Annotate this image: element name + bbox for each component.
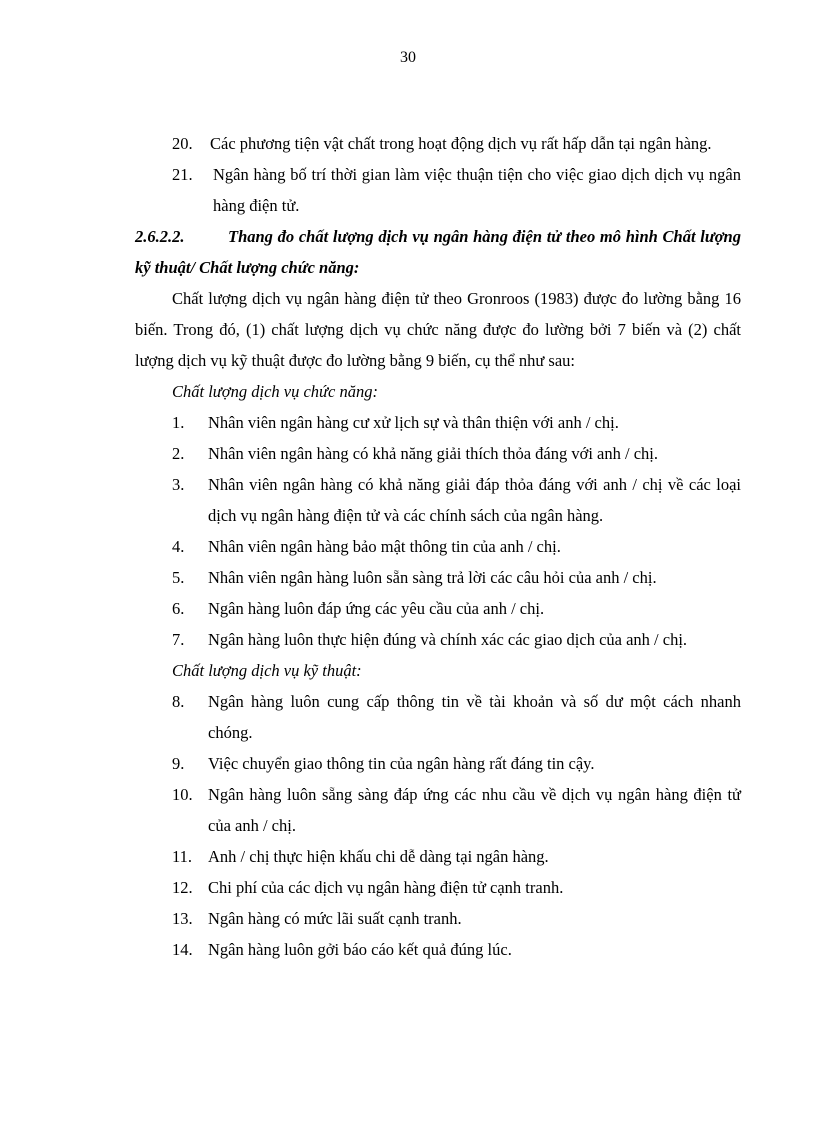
- item-number: 11.: [172, 847, 193, 866]
- item-number: 20.: [172, 134, 193, 153]
- list-item: [135, 159, 741, 221]
- item-number: 1.: [172, 413, 185, 432]
- item-text: Ngân hàng luôn thực hiện đúng và chính xác các giao dịch của anh / chị.: [208, 630, 688, 649]
- item-text: Ngân hàng luôn đáp ứng các yêu cầu của anh / chị.: [208, 599, 545, 618]
- document-body: [135, 128, 741, 965]
- list-item: [135, 872, 741, 903]
- item-text: Việc chuyển giao thông tin của ngân hàng rất đáng tin cậy.: [208, 754, 595, 773]
- item-number: 14.: [172, 940, 193, 959]
- item-text: Nhân viên ngân hàng luôn sẵn sàng trả lời các câu hỏi của anh / chị.: [208, 568, 657, 587]
- list-item: [135, 903, 741, 934]
- item-text: Anh / chị thực hiện khấu chi dễ dàng tại ngân hàng.: [208, 847, 549, 866]
- list-item: [135, 748, 741, 779]
- section-heading: [135, 221, 741, 283]
- item-text: Ngân hàng luôn cung cấp thông tin về tài khoản và số dư một cách nhanh chóng.: [208, 692, 741, 742]
- item-number: 9.: [172, 754, 185, 773]
- functional-quality-heading: Chất lượng dịch vụ chức năng:: [172, 382, 378, 401]
- list-item: [135, 438, 741, 469]
- list-item: [135, 562, 741, 593]
- item-number: 13.: [172, 909, 193, 928]
- list-item: [135, 128, 741, 159]
- section-title: Thang đo chất lượng dịch vụ ngân hàng điện tử theo mô hình Chất lượng kỹ thuật/ Chất lượng chức năng:: [135, 227, 741, 277]
- item-number: 6.: [172, 599, 185, 618]
- list-item: [135, 593, 741, 624]
- intro-paragraph: Chất lượng dịch vụ ngân hàng điện tử theo Gronroos (1983) được đo lường bằng 16 biến. Trong đó, (1) chất lượng dịch vụ chức năng được đo lường bởi 7 biến và (2) chất lượng dịch vụ kỹ thuật được đo lường bằng 9 biến, cụ thể như sau:: [135, 289, 741, 370]
- item-number: 4.: [172, 537, 185, 556]
- item-text: Ngân hàng luôn gởi báo cáo kết quả đúng lúc.: [208, 940, 512, 959]
- item-text: Ngân hàng luôn sẵng sàng đáp ứng các nhu cầu về dịch vụ ngân hàng điện tử của anh / chị.: [208, 785, 741, 835]
- item-number: 2.: [172, 444, 185, 463]
- list-item: [135, 779, 741, 841]
- item-text: Ngân hàng có mức lãi suất cạnh tranh.: [208, 909, 462, 928]
- item-text: Nhân viên ngân hàng bảo mật thông tin của anh / chị.: [208, 537, 561, 556]
- section-number: 2.6.2.2.: [135, 227, 185, 246]
- item-number: 10.: [172, 785, 193, 804]
- item-text: Các phương tiện vật chất trong hoạt động dịch vụ rất hấp dẫn tại ngân hàng.: [210, 134, 712, 153]
- list-item: [135, 531, 741, 562]
- list-item: [135, 407, 741, 438]
- item-text: Nhân viên ngân hàng có khả năng giải thích thỏa đáng với anh / chị.: [208, 444, 658, 463]
- item-text: Chi phí của các dịch vụ ngân hàng điện tử cạnh tranh.: [208, 878, 564, 897]
- list-item: [135, 686, 741, 748]
- item-number: 3.: [172, 475, 185, 494]
- list-item: [135, 469, 741, 531]
- item-number: 7.: [172, 630, 185, 649]
- item-number: 12.: [172, 878, 193, 897]
- item-number: 21.: [172, 165, 193, 184]
- list-item: [135, 624, 741, 655]
- item-text: Ngân hàng bố trí thời gian làm việc thuận tiện cho việc giao dịch dịch vụ ngân hàng điện tử.: [213, 165, 741, 215]
- technical-quality-heading: Chất lượng dịch vụ kỹ thuật:: [172, 661, 362, 680]
- page-number: 30: [400, 49, 416, 66]
- item-text: Nhân viên ngân hàng có khả năng giải đáp thỏa đáng với anh / chị về các loại dịch vụ ngân hàng điện tử và các chính sách của ngân hàng.: [208, 475, 741, 525]
- item-text: Nhân viên ngân hàng cư xử lịch sự và thân thiện với anh / chị.: [208, 413, 619, 432]
- item-number: 5.: [172, 568, 185, 587]
- list-item: [135, 934, 741, 965]
- list-item: [135, 841, 741, 872]
- item-number: 8.: [172, 692, 185, 711]
